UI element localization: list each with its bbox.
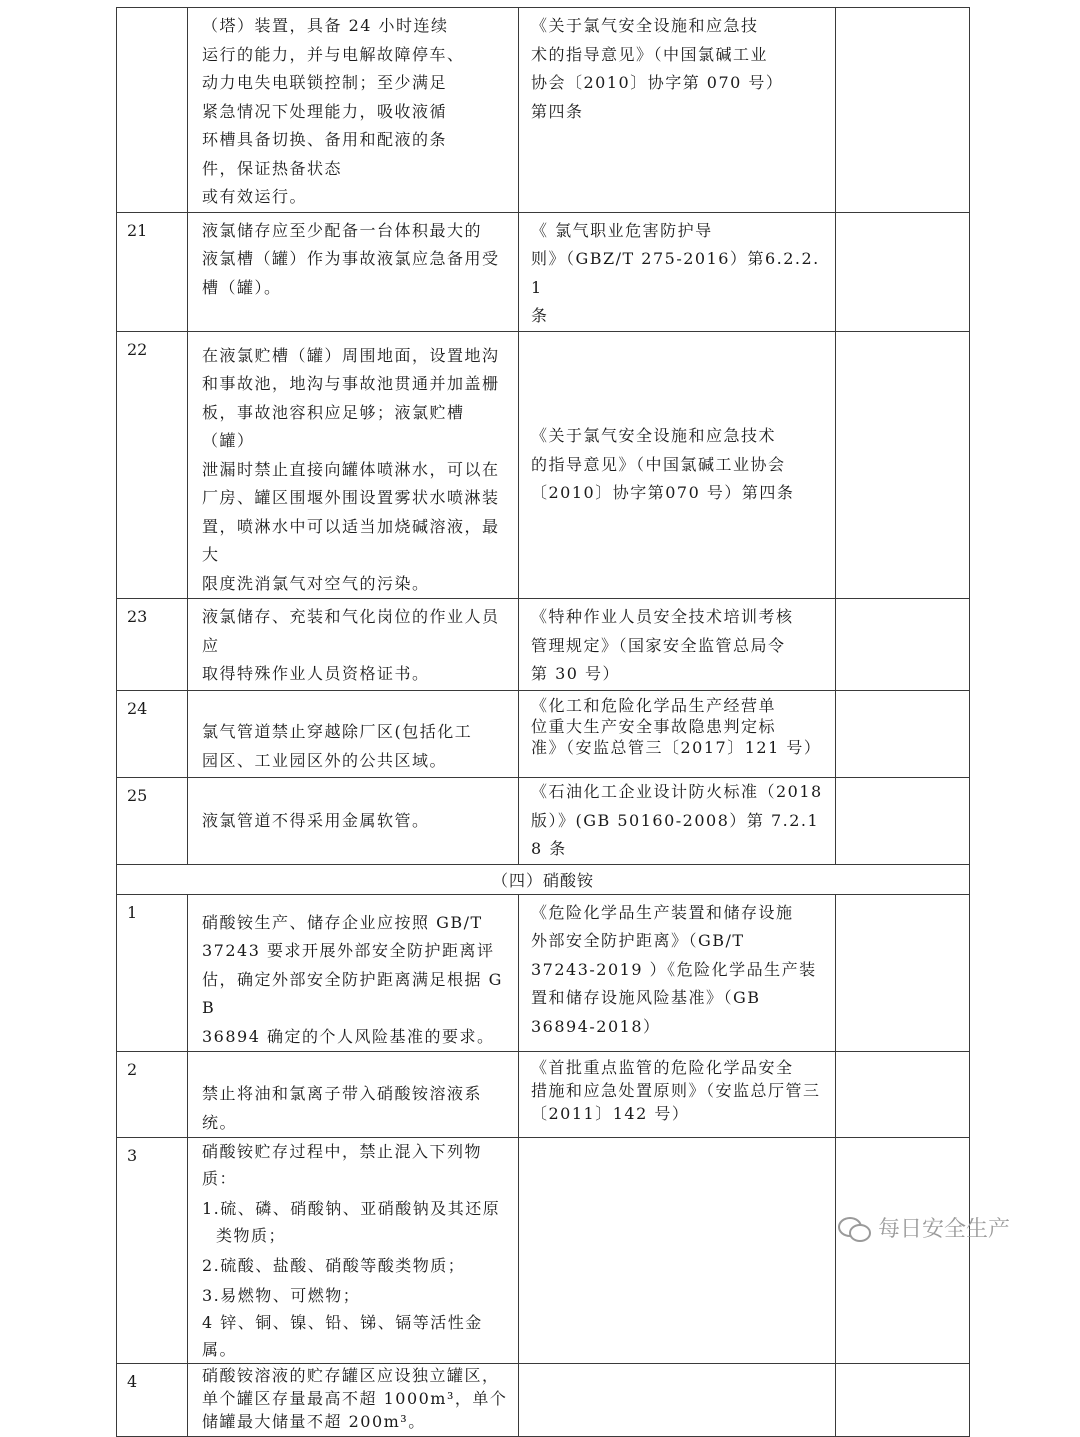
section-row — [117, 864, 970, 894]
watermark — [838, 1212, 1010, 1243]
remark-cell — [836, 778, 970, 865]
reference-text: 《特种作业人员安全技术培训考核 管理规定》（国家安全监管总局令 第 30 号） — [531, 607, 794, 683]
requirement-text: 氯气管道禁止穿越除厂区(包括化工 园区、工业园区外的公共区域。 — [202, 722, 473, 770]
remark-cell — [836, 691, 970, 778]
row-number: 25 — [127, 786, 148, 805]
reference-text: 《 氯气职业危害防护导 则》（GBZ/T 275-2016）第6.2.2.1 条 — [531, 220, 820, 325]
remark-cell — [836, 212, 970, 331]
row-number: 4 — [127, 1372, 138, 1391]
reference-text: 《化工和危险化学品生产经营单 位重大生产安全事故隐患判定标 准》（安监总管三〔2017〕121 号） — [531, 696, 822, 757]
remark-cell — [836, 331, 970, 599]
requirement-text: 液氯储存、充装和气化岗位的作业人员应 取得特殊作业人员资格证书。 — [202, 607, 500, 683]
reference-text: 《首批重点监管的危险化学品安全 措施和应急处置原则》（安监总厅管三 〔2011〕142 号） — [531, 1058, 821, 1123]
table-row — [117, 8, 970, 213]
reference-text: 《关于氯气安全设施和应急技术 的指导意见》（中国氯碱工业协会 〔2010〕协字第070 号）第四条 — [531, 426, 795, 502]
row-number: 21 — [127, 220, 148, 240]
remark-cell — [836, 599, 970, 691]
remark-cell — [836, 894, 970, 1052]
requirement-text: （塔）装置，具备 24 小时连续 运行的能力，并与电解故障停车、 动力电失电联锁控制；至少满足 紧急情况下处理能力，吸收液循 环槽具备切换、备用和配液的条 件，保证热备状态 或有效运行。 — [202, 16, 465, 206]
watermark-text: 每日安全生产 — [878, 1217, 1011, 1242]
section-title: （四）硝酸铵 — [117, 864, 970, 894]
remark-cell — [836, 1364, 970, 1437]
table-row — [117, 894, 970, 1052]
table-row — [117, 599, 970, 691]
requirement-text: 液氯管道不得采用金属软管。 — [202, 810, 430, 830]
requirement-text: 硝酸铵贮存过程中，禁止混入下列物 质： 1.硫、磷、硝酸钠、亚硝酸钠及其还原 类物质； 2.硫酸、盐酸、硝酸等酸类物质； 3.易燃物、可燃物； 4 锌、铜、镍、铅、锑、镉等活性金属。 — [202, 1142, 501, 1359]
row-number — [117, 8, 187, 16]
reference-cell — [519, 1138, 836, 1364]
requirement-text: 在液氯贮槽（罐）周围地面，设置地沟 和事故池，地沟与事故池贯通并加盖栅 板，事故池容积应足够；液氯贮槽（罐） 泄漏时禁止直接向罐体喷淋水，可以在 厂房、罐区围堰外围设置雾状水喷淋装 置，喷淋水中可以适当加烧碱溶液，最大 限度洗消氯气对空气的污染。 — [202, 345, 500, 593]
table-row — [117, 212, 970, 331]
requirement-text: 硝酸铵生产、储存企业应按照 GB/T 37243 要求开展外部安全防护距离评 估，确定外部安全防护距离满足根据 GB 36894 确定的个人风险基准的要求。 — [202, 912, 503, 1046]
table-row — [117, 331, 970, 599]
row-number: 22 — [127, 339, 148, 359]
wechat-icon — [838, 1215, 870, 1241]
row-number: 2 — [127, 1060, 138, 1079]
row-number: 24 — [127, 699, 148, 718]
reference-text: 《关于氯气安全设施和应急技 术的指导意见》（中国氯碱工业 协会〔2010〕协字第 070 号） 第四条 — [531, 16, 784, 121]
remark-cell — [836, 8, 970, 213]
row-number: 23 — [127, 607, 148, 626]
requirement-text: 禁止将油和氯离子带入硝酸铵溶液系 统。 — [202, 1084, 483, 1132]
reference-text: 《危险化学品生产装置和储存设施 外部安全防护距离》（GB/T 37243-2019 ）《危险化学品生产装 置和储存设施风险基准》（GB 36894-2018） — [531, 902, 817, 1036]
reference-cell — [519, 1364, 836, 1437]
table-row — [117, 1138, 970, 1364]
remark-cell — [836, 1052, 970, 1138]
reference-text: 《石油化工企业设计防火标准（2018 版）》(GB 50160-2008）第 7.2.18 条 — [531, 782, 823, 858]
table-row — [117, 691, 970, 778]
row-number: 3 — [127, 1146, 138, 1165]
row-number: 1 — [127, 902, 138, 922]
table-row — [117, 1364, 970, 1437]
remark-cell — [836, 1138, 970, 1364]
requirement-text: 硝酸铵溶液的贮存罐区应设独立罐区， 单个罐区存量最高不超 1000m³，单个 储罐最大储量不超 200m³。 — [202, 1366, 508, 1431]
table-row — [117, 1052, 970, 1138]
requirement-text: 液氯储存应至少配备一台体积最大的 液氯槽（罐）作为事故液氯应急备用受 槽（罐）。 — [202, 220, 500, 297]
table-row — [117, 778, 970, 865]
